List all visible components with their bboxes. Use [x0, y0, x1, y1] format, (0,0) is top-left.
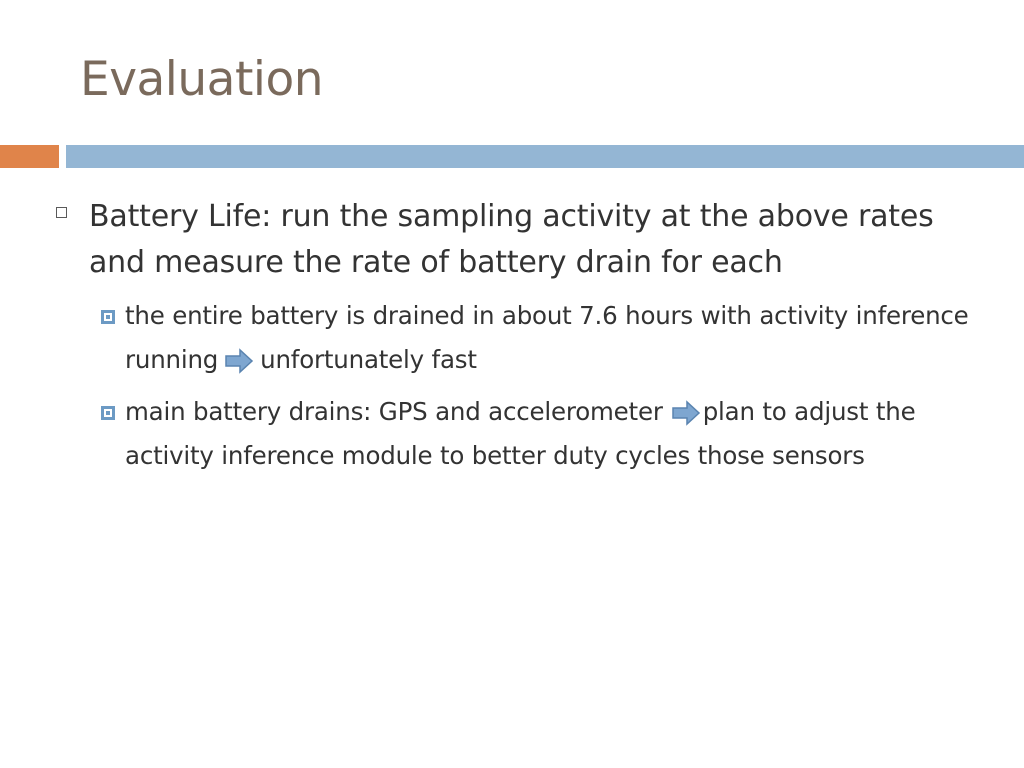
hollow-square-bullet-icon — [56, 207, 67, 218]
sub-bullet-text-before: main battery drains: GPS and accelerometer — [125, 397, 663, 426]
sub-bullet-text-before: the entire battery is drained in about 7.6 hours with activity inference running — [125, 301, 969, 374]
title-accent-bar-blue — [66, 145, 1024, 168]
bullet-battery-life: Battery Life: run the sampling activity at the above rates and measure the rate of battery drain for each — [89, 199, 934, 280]
right-arrow-icon — [224, 348, 254, 374]
sub-bullet-text-after: plan to adjust the activity inference module to better duty cycles those sensors — [125, 397, 916, 470]
sub-bullet-text-after: unfortunately fast — [260, 345, 477, 374]
square-bullet-icon — [101, 310, 115, 324]
right-arrow-icon — [671, 400, 701, 426]
title-accent-bar-orange — [0, 145, 59, 168]
sub-bullet-battery-drained — [125, 294, 985, 382]
slide-title: Evaluation — [80, 52, 323, 107]
square-bullet-icon — [101, 406, 115, 420]
sub-bullet-main-drains — [125, 390, 985, 478]
